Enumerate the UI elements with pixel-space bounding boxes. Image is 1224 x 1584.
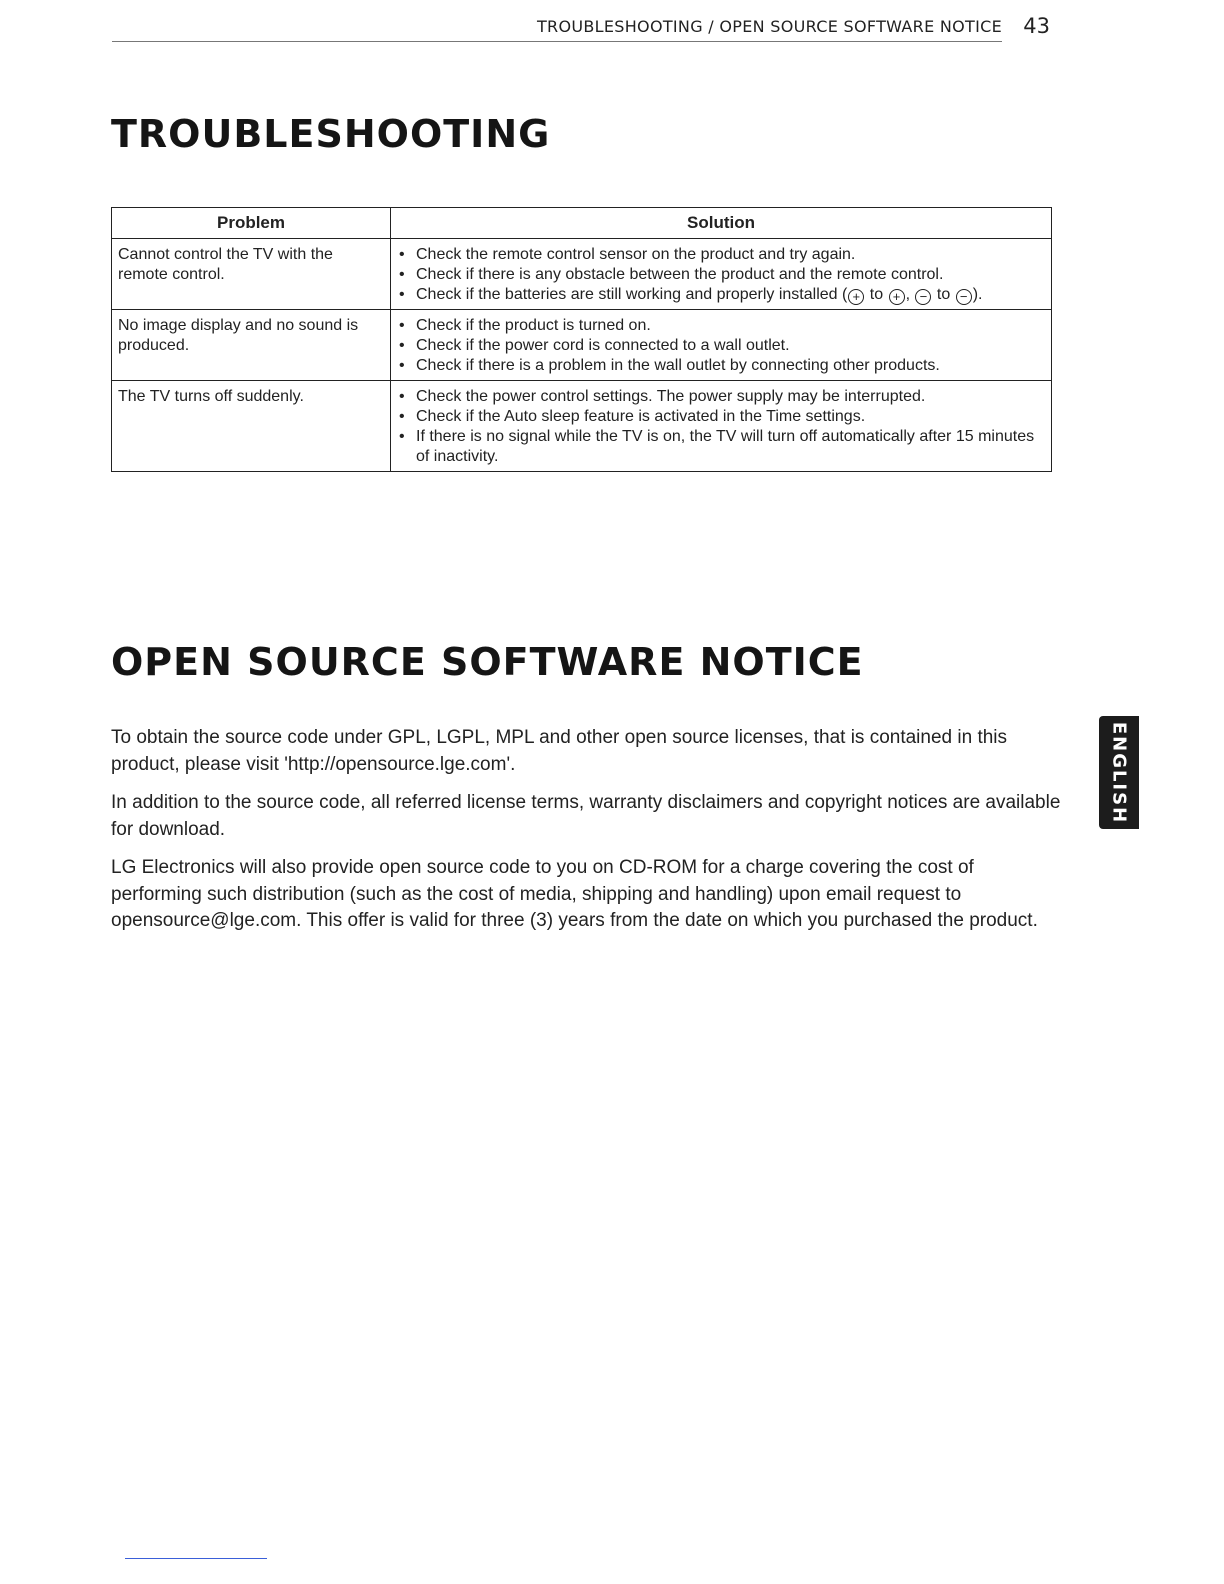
battery-text-prefix: Check if the batteries are still working and properly installed ( bbox=[416, 286, 848, 303]
battery-text-suffix: ). bbox=[972, 286, 983, 303]
oss-paragraph: In addition to the source code, all referred license terms, warranty disclaimers and copyright notices are available for download. bbox=[111, 792, 1061, 840]
solution-cell bbox=[391, 239, 1052, 310]
minus-polarity-icon: − bbox=[915, 289, 931, 305]
solution-item: • If there is no signal while the TV is on, the TV will turn off automatically after 15 minutes of inactivity. bbox=[397, 427, 1045, 467]
solution-list bbox=[397, 387, 1045, 467]
solution-column-header: Solution bbox=[391, 208, 1052, 239]
troubleshooting-title: TROUBLESHOOTING bbox=[111, 112, 551, 156]
problem-cell: No image display and no sound is produced. bbox=[112, 310, 391, 381]
solution-list bbox=[397, 245, 1045, 305]
table-row bbox=[112, 310, 1052, 381]
oss-paragraph: To obtain the source code under GPL, LGPL, MPL and other open source licenses, that is contained in this product, please visit 'http://opensource.lge.com'. bbox=[111, 727, 1008, 775]
oss-paragraph: LG Electronics will also provide open source code to you on CD-ROM for a charge covering the cost of performing such distribution (such as the cost of media, shipping and handling) upon email request to opensource@lge.com. This offer is valid for three (3) years from the date on which you purchased the product. bbox=[111, 857, 1038, 931]
table-row bbox=[112, 239, 1052, 310]
oss-body bbox=[111, 725, 1061, 947]
footer-rule bbox=[125, 1558, 267, 1559]
solution-item: • Check if there is a problem in the wall outlet by connecting other products. bbox=[397, 356, 1045, 376]
header-rule bbox=[112, 41, 1002, 42]
solution-list bbox=[397, 316, 1045, 376]
plus-polarity-icon: + bbox=[889, 289, 905, 305]
solution-item: • Check if there is any obstacle between the product and the remote control. bbox=[397, 265, 1045, 285]
running-title: TROUBLESHOOTING / OPEN SOURCE SOFTWARE NOTICE bbox=[536, 17, 1002, 36]
problem-cell: Cannot control the TV with the remote control. bbox=[112, 239, 391, 310]
solution-item: • Check the remote control sensor on the product and try again. bbox=[397, 245, 1045, 265]
troubleshooting-table bbox=[111, 207, 1052, 472]
table-header-row bbox=[112, 208, 1052, 239]
solution-item: • Check if the product is turned on. bbox=[397, 316, 1045, 336]
problem-column-header: Problem bbox=[112, 208, 391, 239]
battery-to-word: to bbox=[936, 286, 951, 303]
solution-item: • Check if the Auto sleep feature is activated in the Time settings. bbox=[397, 407, 1045, 427]
table-row bbox=[112, 381, 1052, 472]
minus-polarity-icon: − bbox=[956, 289, 972, 305]
solution-item-batteries bbox=[397, 285, 1045, 305]
solution-cell bbox=[391, 310, 1052, 381]
page-number: 43 bbox=[1023, 14, 1050, 38]
battery-separator: , bbox=[905, 286, 911, 303]
solution-item: • Check the power control settings. The power supply may be interrupted. bbox=[397, 387, 1045, 407]
oss-title: OPEN SOURCE SOFTWARE NOTICE bbox=[111, 640, 864, 684]
plus-polarity-icon: + bbox=[848, 289, 864, 305]
solution-item: • Check if the power cord is connected to a wall outlet. bbox=[397, 336, 1045, 356]
language-tab-label: ENGLISH bbox=[1108, 721, 1130, 824]
solution-cell bbox=[391, 381, 1052, 472]
language-tab bbox=[1099, 716, 1139, 829]
problem-cell: The TV turns off suddenly. bbox=[112, 381, 391, 472]
running-header bbox=[112, 14, 1050, 44]
battery-to-word: to bbox=[869, 286, 884, 303]
